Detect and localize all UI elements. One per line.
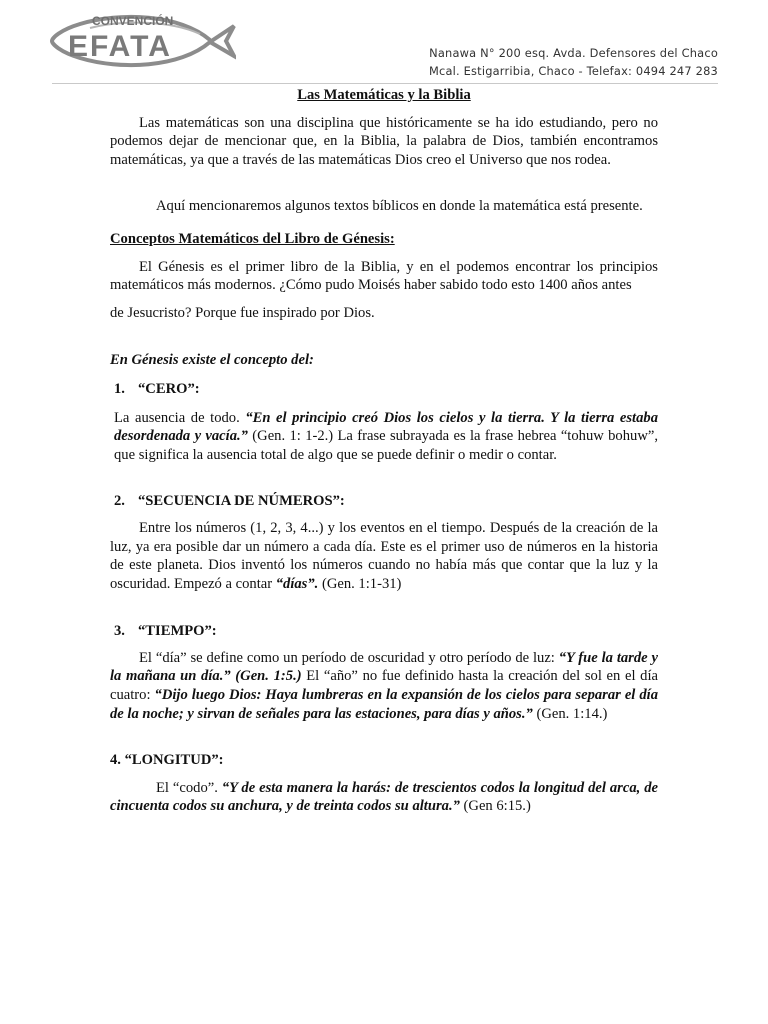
item-3-text-a: El “día” se define como un período de oscuridad y otro período de luz: xyxy=(139,649,559,666)
header-divider xyxy=(52,83,718,84)
item-3-text-c: (Gen. 1:14.) xyxy=(532,705,608,722)
intro-paragraph-1: Las matemáticas son una disciplina que históricamente se ha ido estudiando, pero no podemos dejar de mencionar que, en la Biblia, la palabra de Dios, también encontramos matemáticas, ya que a través de las matemáticas Dios creo el Universo que nos rodea. xyxy=(110,114,658,168)
item-2-paragraph xyxy=(110,519,658,593)
item-2-text-a: Entre los números (1, 2, 3, 4...) y los eventos en el tiempo. Después de la creación de la luz, ya era posible dar un número a cada día. Este es el primer uso de números en la historia de este planeta. Dios inventó los números cuando no había más que contar que la luz y la oscuridad. Empezó a contar xyxy=(110,519,658,592)
letterhead xyxy=(0,0,768,84)
item-4-paragraph xyxy=(110,779,658,816)
item-1-text-a: La ausencia de todo. xyxy=(114,409,246,426)
logo-text-efata: EFATA xyxy=(68,30,172,63)
genesis-paragraph-1: El Génesis es el primer libro de la Biblia, y en el podemos encontrar los principios matemáticos más modernos. ¿Cómo pudo Moisés haber sabido todo esto 1400 años antes xyxy=(110,258,658,294)
item-1-heading xyxy=(110,380,658,399)
logo-text-convencion: CONVENCIÓN xyxy=(92,14,174,28)
item-1-number: 1. xyxy=(114,380,125,397)
item-1-text-b: (Gen. 1: 1-2.) La frase subrayada es la frase hebrea “tohuw bohuw”, que significa la ausencia total de algo que se puede definir o medir o contar. xyxy=(114,428,658,463)
intro-paragraph-2: Aquí mencionaremos algunos textos bíblicos en donde la matemática está presente. xyxy=(156,198,643,215)
item-3-paragraph xyxy=(110,649,658,723)
item-2-quote: “días”. xyxy=(275,575,319,592)
item-4-text-b: (Gen 6:15.) xyxy=(459,798,531,815)
genesis-paragraph-2: de Jesucristo? Porque fue inspirado por Dios. xyxy=(110,304,375,321)
item-3-title: “TIEMPO”: xyxy=(138,623,217,640)
concept-intro: En Génesis existe el concepto del: xyxy=(110,352,314,369)
document-title: Las Matemáticas y la Biblia xyxy=(297,87,471,103)
efata-fish-logo xyxy=(50,10,236,72)
section-heading: Conceptos Matemáticos del Libro de Génesis: xyxy=(110,230,395,247)
item-1-quote: “En el principio creó Dios los cielos y la tierra. Y la tierra estaba desordenada y vacía.” xyxy=(114,409,658,445)
address-block xyxy=(429,44,718,80)
item-3-quote-b: “Dijo luego Dios: Haya lumbreras en la expansión de los cielos para separar el día de la noche; y sirvan de señales para las estaciones, para días y años.” xyxy=(110,687,658,722)
item-2-text-b: (Gen. 1:1-31) xyxy=(318,575,402,592)
item-4-text-a: El “codo”. xyxy=(156,779,222,796)
item-4-heading: 4. “LONGITUD”: xyxy=(110,752,224,769)
address-line-1: Nanawa N° 200 esq. Avda. Defensores del Chaco xyxy=(429,46,718,60)
item-1-title: “CERO”: xyxy=(138,380,200,397)
address-line-2: Mcal. Estigarribia, Chaco - Telefax: 0494 247 283 xyxy=(428,64,718,78)
item-2-number: 2. xyxy=(114,493,125,510)
item-1-paragraph xyxy=(110,409,658,465)
item-3-number: 3. xyxy=(114,623,125,640)
item-3-quote-a: “Y fue la tarde y la mañana un día.” (Gen. 1:5.) xyxy=(110,649,658,685)
document-body xyxy=(110,86,658,816)
item-2-title: “SECUENCIA DE NÚMEROS”: xyxy=(138,493,345,510)
item-2-heading xyxy=(110,492,658,511)
item-4-quote: “Y de esta manera la harás: de trescientos codos la longitud del arca, de cincuenta codos su anchura, y de treinta codos su altura.” xyxy=(110,779,658,815)
item-3-text-b: El “año” no fue definido hasta la creación del sol en el día cuatro: xyxy=(110,668,658,704)
item-3-heading xyxy=(110,622,658,641)
